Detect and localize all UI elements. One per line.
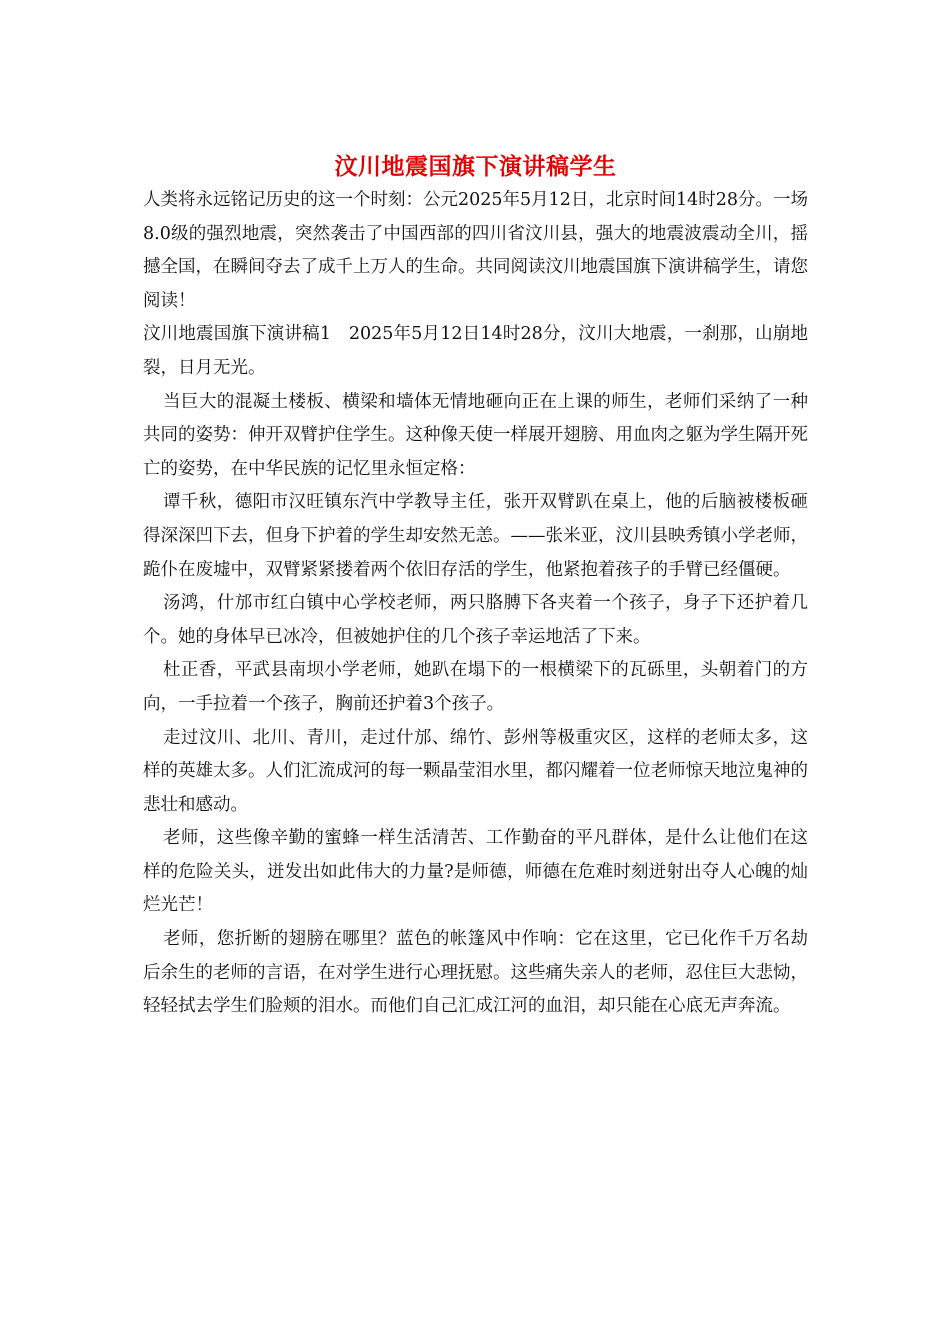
document-body (143, 150, 808, 1024)
paragraph-list (143, 184, 808, 1024)
paragraph: 谭千秋，德阳市汉旺镇东汽中学教导主任，张开双臂趴在桌上，他的后脑被楼板砸得深深凹下去，但身下护着的学生却安然无恙。——张米亚，汶川县映秀镇小学老师，跪仆在废墟中，双臂紧紧搂着两个依旧存活的学生，他紧抱着孩子的手臂已经僵硬。 (143, 492, 808, 580)
paragraph: 汶川地震国旗下演讲稿1 2025年5月12日14时28分，汶川大地震，一刹那，山崩地裂，日月无光。 (143, 324, 808, 378)
paragraph: 老师，这些像辛勤的蜜蜂一样生活清苦、工作勤奋的平凡群体，是什么让他们在这样的危险关头，迸发出如此伟大的力量?是师德，师德在危难时刻迸射出夺人心魄的灿烂光芒！ (143, 828, 808, 916)
paragraph: 当巨大的混凝土楼板、横梁和墙体无情地砸向正在上课的师生，老师们采纳了一种共同的姿势：伸开双臂护住学生。这种像天使一样展开翅膀、用血肉之躯为学生隔开死亡的姿势，在中华民族的记忆里永恒定格： (143, 391, 808, 479)
paragraph: 汤鸿，什邡市红白镇中心学校老师，两只胳膊下各夹着一个孩子，身子下还护着几个。她的身体早已冰冷，但被她护住的几个孩子幸运地活了下来。 (143, 593, 808, 647)
paragraph: 杜正香，平武县南坝小学老师，她趴在塌下的一根横梁下的瓦砾里，头朝着门的方向，一手拉着一个孩子，胸前还护着3个孩子。 (143, 660, 808, 714)
document-title: 汶川地震国旗下演讲稿学生 (334, 153, 617, 180)
paragraph: 走过汶川、北川、青川，走过什邡、绵竹、彭州等极重灾区，这样的老师太多，这样的英雄太多。人们汇流成河的每一颗晶莹泪水里，都闪耀着一位老师惊天地泣鬼神的悲壮和感动。 (143, 727, 808, 815)
paragraph: 人类将永远铭记历史的这一个时刻：公元2025年5月12日，北京时间14时28分。一场8.0级的强烈地震，突然袭击了中国西部的四川省汶川县，强大的地震波震动全川，摇撼全国，在瞬间夺去了成千上万人的生命。共同阅读汶川地震国旗下演讲稿学生，请您阅读！ (143, 190, 808, 311)
paragraph: 老师，您折断的翅膀在哪里？蓝色的帐篷风中作响：它在这里，它已化作千万名劫后余生的老师的言语，在对学生进行心理抚慰。这些痛失亲人的老师，忍住巨大悲恸，轻轻拭去学生们脸颊的泪水。而他们自己汇成江河的血泪，却只能在心底无声奔流。 (143, 929, 808, 1017)
